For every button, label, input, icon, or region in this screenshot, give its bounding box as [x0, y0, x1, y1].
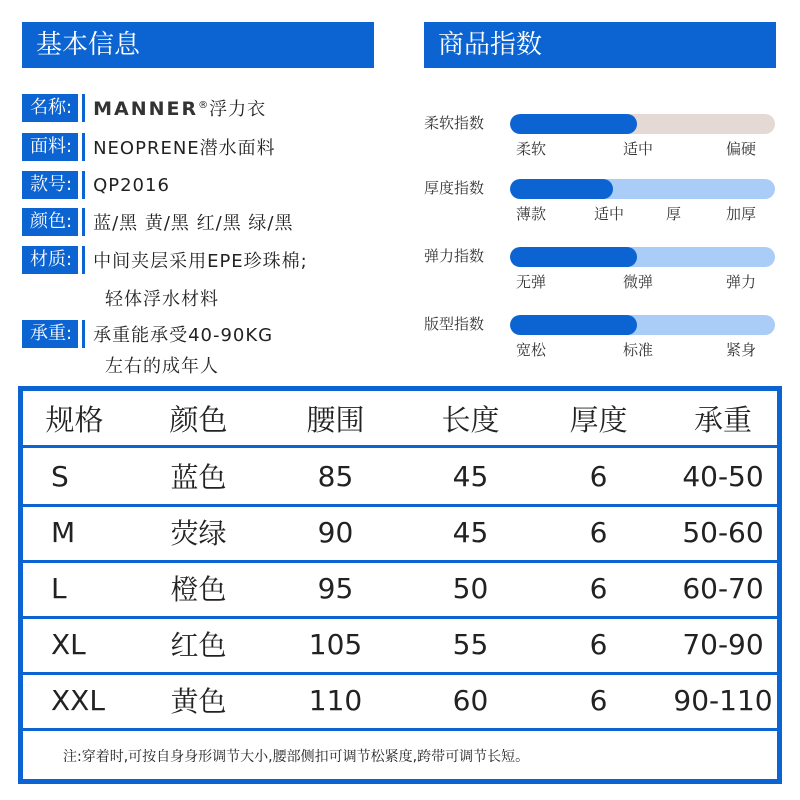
table-row [23, 504, 777, 563]
index-scale-label: 偏硬 [726, 140, 757, 158]
size-table-header [23, 391, 777, 448]
index-scale-label: 适中 [623, 140, 654, 158]
header-waist: 腰围 [306, 402, 365, 437]
cell-size: XXL [51, 683, 105, 717]
label-divider [82, 246, 85, 274]
product-name: 浮力衣 [209, 99, 267, 120]
cell-color: 蓝色 [170, 461, 227, 494]
header-length: 长度 [441, 402, 500, 437]
index-track [510, 247, 775, 267]
header-thickness: 厚度 [569, 402, 628, 437]
index-label: 柔软指数 [424, 114, 485, 132]
model-value: QP2016 [93, 174, 170, 196]
index-scale-label: 厚 [666, 205, 682, 223]
info-row-name [22, 94, 266, 122]
index-scale-label: 微弹 [623, 273, 654, 291]
table-row [23, 560, 777, 619]
index-fill [510, 114, 637, 134]
info-row-model [22, 171, 170, 199]
index-scale-label: 紧身 [726, 341, 757, 359]
color-label: 颜色: [22, 208, 78, 236]
cell-color: 红色 [170, 629, 227, 662]
index-scale-label: 薄款 [516, 205, 547, 223]
cell-size: S [51, 459, 69, 493]
cell-waist: 95 [317, 571, 354, 605]
name-label: 名称: [22, 94, 78, 122]
fabric-label: 面料: [22, 133, 78, 161]
cell-load: 40-50 [682, 459, 764, 493]
index-scale-label: 加厚 [726, 205, 757, 223]
index-label: 厚度指数 [424, 179, 485, 197]
index-track [510, 114, 775, 134]
info-row-color [22, 208, 294, 236]
cell-thickness: 6 [589, 627, 608, 661]
color-value: 蓝/黑 黄/黑 红/黑 绿/黑 [93, 213, 294, 234]
size-table [18, 386, 782, 784]
index-fill [510, 315, 637, 335]
cell-waist: 110 [308, 683, 363, 717]
load-value-line1: 承重能承受40-90KG [93, 325, 274, 346]
cell-length: 50 [452, 571, 489, 605]
cell-length: 45 [452, 459, 489, 493]
label-divider [82, 208, 85, 236]
index-fill [510, 179, 613, 199]
fabric-value: NEOPRENE潜水面料 [93, 138, 276, 159]
cell-load: 90-110 [673, 683, 773, 717]
header-color: 颜色 [169, 402, 228, 437]
index-scale-label: 标准 [623, 341, 654, 359]
header-load: 承重 [693, 402, 752, 437]
cell-length: 60 [452, 683, 489, 717]
cell-color: 荧绿 [170, 517, 227, 550]
index-label: 版型指数 [424, 315, 485, 333]
cell-size: XL [51, 627, 86, 661]
header-size: 规格 [45, 402, 104, 437]
cell-size: L [51, 571, 67, 605]
cell-length: 55 [452, 627, 489, 661]
cell-load: 50-60 [682, 515, 764, 549]
cell-thickness: 6 [589, 515, 608, 549]
info-row-fabric [22, 133, 276, 161]
index-scale-label: 宽松 [516, 341, 547, 359]
info-row-material [22, 246, 308, 274]
label-divider [82, 133, 85, 161]
cell-load: 60-70 [682, 571, 764, 605]
index-track [510, 179, 775, 199]
cell-size: M [51, 515, 76, 549]
info-row-load [22, 320, 273, 348]
material-value-line1: 中间夹层采用EPE珍珠棉; [93, 251, 308, 272]
load-value-line2: 左右的成年人 [105, 356, 219, 377]
cell-color: 橙色 [170, 573, 227, 606]
registered-mark: ® [198, 100, 210, 111]
index-scale-label: 柔软 [516, 140, 547, 158]
cell-waist: 85 [317, 459, 354, 493]
cell-color: 黄色 [170, 685, 227, 718]
cell-length: 45 [452, 515, 489, 549]
brand-logo: MANNER [93, 98, 199, 120]
material-value-line2: 轻体浮水材料 [105, 289, 219, 310]
label-divider [82, 171, 85, 199]
index-scale-label: 无弹 [516, 273, 547, 291]
cell-load: 70-90 [682, 627, 764, 661]
index-scale-label: 弹力 [726, 273, 757, 291]
cell-thickness: 6 [589, 459, 608, 493]
label-divider [82, 320, 85, 348]
label-divider [82, 94, 85, 122]
product-index-header: 商品指数 [424, 22, 776, 68]
table-row [23, 672, 777, 731]
model-label: 款号: [22, 171, 78, 199]
index-label: 弹力指数 [424, 247, 485, 265]
table-note: 注:穿着时,可按自身身形调节大小,腰部侧扣可调节松紧度,跨带可调节长短。 [63, 749, 530, 765]
cell-thickness: 6 [589, 683, 608, 717]
basic-info-header: 基本信息 [22, 22, 374, 68]
cell-thickness: 6 [589, 571, 608, 605]
index-fill [510, 247, 637, 267]
table-row [23, 616, 777, 675]
load-label: 承重: [22, 320, 78, 348]
index-track [510, 315, 775, 335]
name-value [93, 95, 266, 121]
index-scale-label: 适中 [594, 205, 625, 223]
cell-waist: 105 [308, 627, 363, 661]
table-row [23, 448, 777, 507]
material-label: 材质: [22, 246, 78, 274]
cell-waist: 90 [317, 515, 354, 549]
